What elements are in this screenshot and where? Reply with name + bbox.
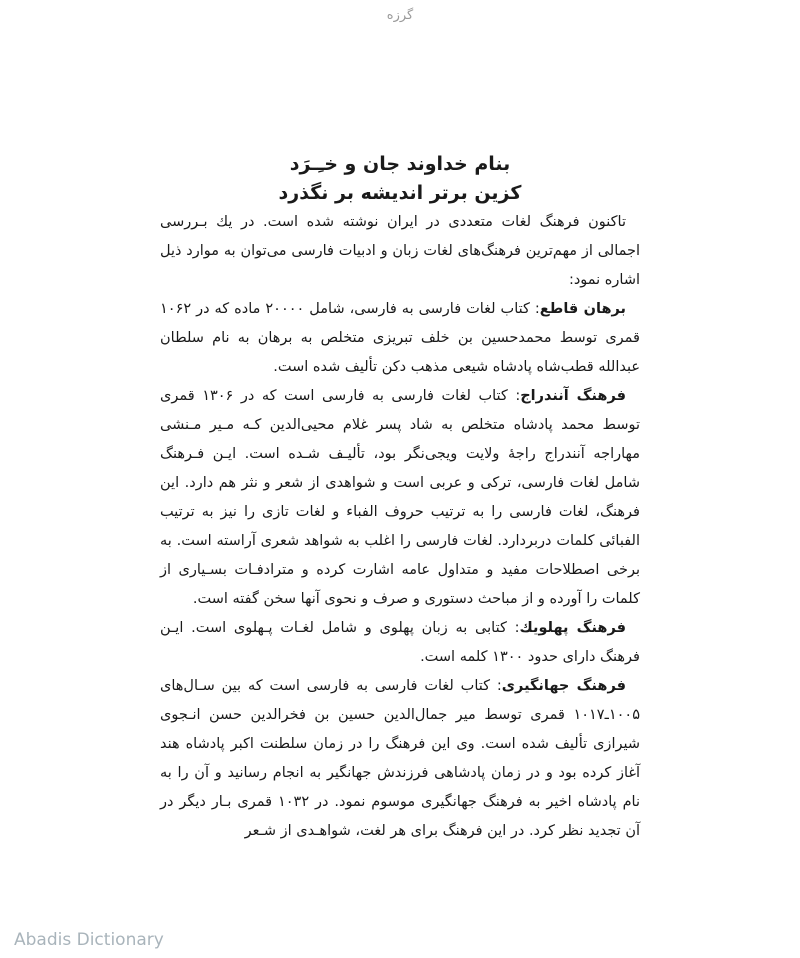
entry-text: : کتابی به زبان پهلوی و شامل لغـات پـهلوی است. ایـن فرهنگ دارای حدود ۱۳۰۰ کلمه است.: [160, 620, 640, 665]
poem-line-1: بنام خداوند جان و خـِـرَد: [289, 153, 511, 175]
intro-paragraph: تاکنون فرهنگ لغات متعددی در ایران نوشته شده است. در یك بـررسی اجمالی از مهم‌ترین فرهنگ‌های لغات زبان و ادبیات فارسی می‌توان به موارد ذیل اشاره نمود:: [160, 214, 640, 288]
entry-term: فرهنگ آنندراج: [520, 388, 626, 404]
entry-term: فرهنگ پهلویك: [519, 620, 626, 636]
entry-term: فرهنگ جهانگیری: [501, 678, 626, 694]
entry-text: : کتاب لغات فارسی به فارسی است که بین سـال‌های ۱۰۰۵ـ۱۰۱۷ قمری توسط میر جمال‌الدین حسین بن فخرالدین حسن انـجوی شیرازی تألیف شده است. وی این فرهنگ را در زمان سلطنت اکبر پادشاه هند آغاز کرده بود و در زمان پادشاهی فرزندش جهانگیر به انجام رسانید و آن را به نام پادشاه اخیر به فرهنگ جهانگیری موسوم نمود. در ۱۰۳۲ قمری بـار دیگر در آن تجدید نظر کرد. در این فرهنگ برای هر لغت، شواهـدی از شـعر: [160, 678, 641, 839]
entry-paragraph: [160, 672, 640, 846]
document-page: [160, 150, 640, 846]
entry-text: : کتاب لغات فارسی به فارسی است که در ۱۳۰۶ قمری توسط محمد پادشاه متخلص به شاد پسر غلام محیی‌الدین کـه مـیر مـنشی مهاراجه آنندراج راجهٔ ولایت ویجی‌نگر بود، تألیـف شـده است. ایـن فـرهنگ شامل لغات فارسی، ترکی و عربی است و شواهدی از شعر و نثر هم دارد. این فرهنگ، لغات فارسی را به ترتیب حروف الفباء و لغات تازی را نیز به ترتیب الفبائی کلمات دربردارد. لغات فارسی را اغلب به شواهد شعری آراسته است. به برخی اصطلاحات مفید و متداول عامه اشارت کرده و مترادفـات بسـیاری از کلمات را آورده و از مباحث دستوری و صرف و نحوی آنها سخن گفته است.: [160, 388, 640, 607]
poem-line-2: کزین برتر اندیشه بر نگذرد: [278, 182, 522, 204]
entry-paragraph: [160, 295, 640, 382]
page-header-word: گرزه: [386, 8, 414, 23]
watermark-text: Abadis Dictionary: [14, 930, 164, 950]
entry-text: : کتاب لغات فارسی به فارسی، شامل ۲۰۰۰۰ ماده که در ۱۰۶۲ قمری توسط محمدحسین بن خلف تبریزی متخلص به برهان به نام سلطان عبدالله قطب‌شاه پادشاه شیعی مذهب دکن تألیف شده است.: [160, 301, 640, 375]
entry-paragraph: [160, 614, 640, 672]
entry-paragraph: [160, 382, 640, 614]
entry-term: برهان قاطع: [539, 301, 626, 317]
